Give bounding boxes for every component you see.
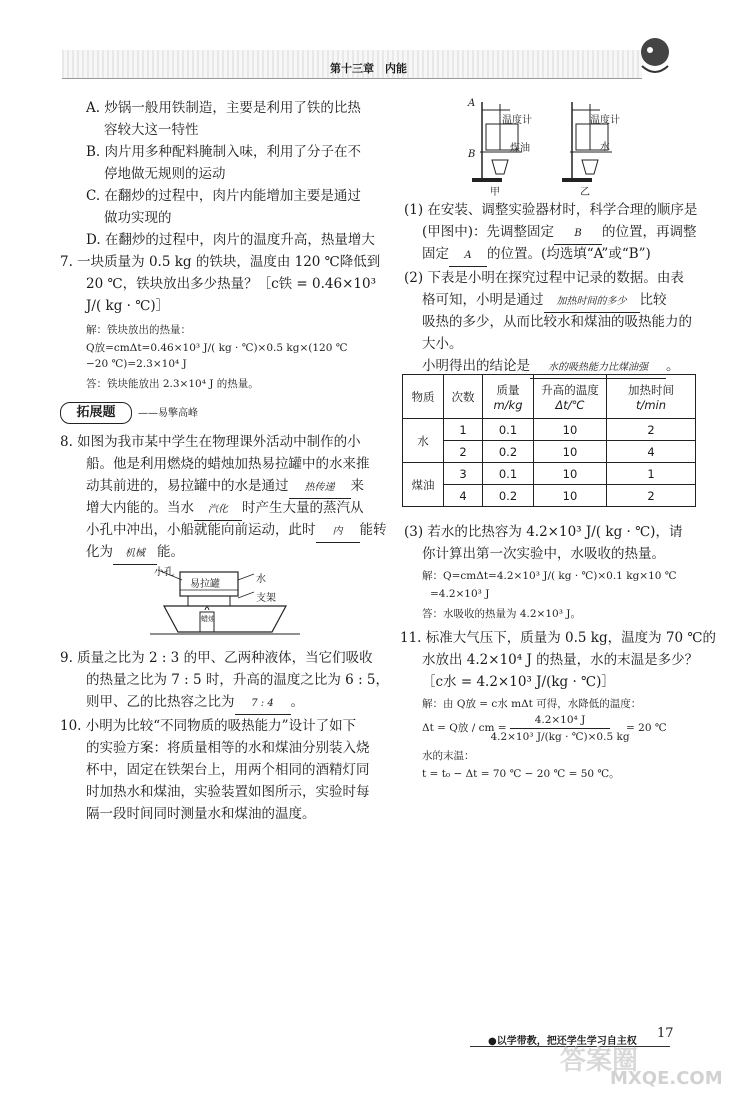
q10-blank-a: A [449, 245, 487, 267]
section-subtitle: ——易擎高峰 [138, 408, 198, 419]
q8-blank-internal: 内 [316, 521, 360, 543]
q10-p3-answer1: 解：Q=cmΔt=4.2×10³ J/( kg · ℃)×0.1 kg×10 ℃ [422, 570, 677, 582]
q11-answer2-left: Δt = Q放 / cm = [422, 722, 507, 734]
q10-p1-line1: (1) 在安装、调整实验器材时，科学合理的顺序是 [404, 202, 698, 218]
fig-label-water-2: 水 [600, 142, 610, 153]
table-row [403, 419, 696, 441]
q10-p1-line2-text-b: 的位置，再调整 [602, 224, 697, 240]
q8-line4 [86, 498, 364, 521]
th-temp-label: 升高的温度 [541, 382, 599, 397]
q6-option-c-line1: C. 在翻炒的过程中，肉片内能增加主要是通过 [86, 188, 361, 204]
q10-p2-line1: (2) 下表是小明在探究过程中记录的数据。由表 [404, 270, 684, 286]
q6-option-b-line1: B. 肉片用多种配料腌制入味，利用了分子在不 [86, 144, 362, 160]
q8-line5-text-a: 小孔中冲出，小船就能向前运动，此时 [86, 522, 316, 538]
fig-label-hole: 小孔 [154, 567, 174, 578]
fig-label-stand: 支架 [256, 593, 276, 604]
q6-option-d: D. 在翻炒的过程中，肉片的温度升高，热量增大 [86, 232, 375, 248]
q10-p1-line3-text-a: 固定 [422, 246, 449, 262]
cell: 0.2 [483, 485, 534, 507]
q7-answer1: 解：铁块放出的热量： [86, 324, 191, 336]
footer-slogan: ●以学带教，把还学生学习自主权 [488, 1036, 637, 1047]
mascot-logo [630, 30, 680, 80]
th-temp [534, 375, 607, 419]
q10-p1-line3-text-b: 的位置。(均选填“A”或“B”) [487, 246, 651, 262]
q10-blank-conclusion: 水的吸热能力比煤油强 [530, 357, 666, 379]
table-row [403, 485, 696, 507]
q11-line1: 11. 标准大气压下，质量为 0.5 kg，温度为 70 ℃的 [400, 630, 716, 646]
q10-p2-line2-text-b: 比较 [639, 292, 667, 308]
q9-line3-text-a: 则甲、乙的比热容之比为 [86, 694, 235, 710]
q7-answer4: 答：铁块能放出 2.3×10⁴ J 的热量。 [86, 378, 259, 390]
cell: 0.2 [483, 441, 534, 463]
q11-answer4: t = t₀ − Δt = 70 ℃ − 20 ℃ = 50 ℃。 [422, 768, 620, 780]
fig-label-thermometer-2: 温度计 [590, 115, 620, 126]
q10-p1-line2-text-a: (甲图中)：先调整固定 [422, 224, 555, 240]
fig-label-can: 易拉罐 [190, 579, 220, 590]
q11-answer3: 水的末温： [422, 750, 475, 762]
q10-p2-line2 [422, 290, 667, 313]
th-temp-unit: Δt/℃ [555, 397, 585, 412]
th-time-label: 加热时间 [628, 382, 674, 397]
table-row [403, 441, 696, 463]
q7-answer3: −20 ℃)=2.3×10⁴ J [86, 358, 187, 370]
q6-option-a-line2: 容较大这一特性 [104, 122, 199, 138]
section-extension [60, 402, 220, 424]
q10-p2-line3: 吸热的多少，从而比较水和煤油的吸热能力的 [422, 314, 692, 330]
th-mass-unit: m/kg [493, 397, 523, 412]
cell: 10 [534, 441, 607, 463]
fig-label-a: A [468, 98, 476, 109]
q6-option-c-line2: 做功实现的 [104, 210, 172, 226]
th-time-unit: t/min [635, 397, 667, 412]
fig-label-thermometer-1: 温度计 [502, 115, 532, 126]
fig-label-jia: 甲 [490, 187, 500, 198]
q10-line1: 10. 小明为比较“不同物质的吸热能力”设计了如下 [60, 718, 357, 734]
page-number: 17 [657, 1026, 674, 1041]
q6-option-b-line2: 停地做无规则的运动 [104, 166, 226, 182]
q9-line1: 9. 质量之比为 2 : 3 的甲、乙两种液体，当它们吸收 [60, 650, 373, 666]
q10-p3-line2: 你计算出第一次实验中，水吸收的热量。 [422, 546, 665, 562]
cell: 1 [444, 419, 483, 441]
cell: 3 [444, 463, 483, 485]
q10-p2-line4: 大小。 [422, 336, 463, 352]
cell-kerosene: 煤油 [403, 463, 444, 507]
cell: 10 [534, 485, 607, 507]
q11-answer2-numerator: 4.2×10⁴ J [510, 712, 610, 729]
q10-line3: 杯中，固定在铁架台上，用两个相同的酒精灯同 [86, 762, 370, 778]
q8-line4-text-a: 增大内能的。当水 [86, 500, 194, 516]
q10-line2: 的实验方案：将质量相等的水和煤油分别装入烧 [86, 740, 370, 756]
q10-p3-line1: (3) 若水的比热容为 4.2×10³ J/( kg · ℃)，请 [404, 524, 683, 540]
q7-line2: 20 ℃，铁块放出多少热量？［c铁 = 0.46×10³ [86, 276, 376, 292]
th-time [607, 375, 696, 419]
q8-line3-text-b: 来 [350, 478, 364, 494]
cell: 0.1 [483, 419, 534, 441]
q8-line2: 船。他是利用燃烧的蜡烛加热易拉罐中的水来推 [86, 456, 370, 472]
experiment-table [402, 374, 696, 507]
q11-line2: 水放出 4.2×10⁴ J 的热量，水的末温是多少？ [422, 652, 699, 668]
chapter-title: 第十三章 内能 [330, 62, 407, 75]
q10-line5: 隔一段时间同时测量水和煤油的温度。 [86, 806, 316, 822]
q7-line1: 7. 一块质量为 0.5 kg 的铁块，温度由 120 ℃降低到 [60, 254, 381, 270]
cell: 4 [607, 441, 696, 463]
q9-line3 [86, 692, 304, 715]
q8-blank-vaporize: 汽化 [194, 499, 242, 521]
q6-option-a-line1: A. 炒锅一般用铁制造，主要是利用了铁的比热 [86, 100, 361, 116]
q10-p2-line5-text-a: 小明得出的结论是 [422, 358, 530, 374]
q10-p1-line3 [422, 244, 651, 267]
q11-answer2-right: = 20 ℃ [626, 722, 667, 734]
fig-label-kerosene: 煤油 [510, 143, 530, 154]
th-count: 次数 [444, 375, 483, 419]
fig-label-water: 水 [256, 574, 266, 585]
th-material: 物质 [403, 375, 444, 419]
section-title: 拓展题 [60, 402, 132, 424]
q10-line4: 时加热水和煤油，实验装置如图所示，实验时每 [86, 784, 370, 800]
q8-line5 [86, 520, 387, 543]
q11-answer1: 解：由 Q放 = c水 mΔt 可得，水降低的温度： [422, 698, 642, 710]
cell: 4 [444, 485, 483, 507]
cell: 2 [607, 419, 696, 441]
q9-blank-ratio: 7 : 4 [235, 693, 291, 715]
table-row [403, 463, 696, 485]
fig-label-yi: 乙 [580, 187, 590, 198]
q8-line3 [86, 476, 364, 499]
q8-line6-text-a: 化为 [86, 544, 113, 560]
q10-p2-line2-text-a: 格可知，小明是通过 [422, 292, 544, 308]
q8-line5-text-b: 能转 [359, 522, 387, 538]
q9-line2: 的热量之比为 7 : 5 时，升高的温度之比为 6 : 5， [86, 672, 389, 688]
q8-line6-text-b: 能。 [157, 544, 184, 560]
q8-blank-mechanical: 机械 [113, 543, 157, 565]
watermark-text: 答案圈 [560, 1046, 639, 1076]
fig-label-b: B [468, 149, 476, 160]
cell: 1 [607, 463, 696, 485]
q8-blank-heat-transfer: 热传递 [289, 477, 351, 499]
q10-p1-line2 [422, 222, 697, 245]
fig-label-candle: 蜡烛 [201, 615, 215, 623]
q10-p3-answer2: =4.2×10³ J [430, 588, 490, 600]
q11-answer2-denominator: 4.2×10³ J/(kg · ℃)×0.5 kg [490, 731, 630, 743]
th-mass-label: 质量 [496, 382, 520, 397]
q7-line3: J/( kg · ℃)］ [86, 298, 170, 314]
q9-line3-text-b: 。 [290, 694, 304, 710]
q10-p2-line5-text-b: 。 [666, 358, 680, 374]
cell: 2 [444, 441, 483, 463]
q10-p3-answer3: 答：水吸收的热量为 4.2×10³ J。 [422, 608, 581, 620]
cell: 0.1 [483, 463, 534, 485]
watermark-url: MXQE.COM [610, 1068, 723, 1089]
q8-line1: 8. 如图为我市某中学生在物理课外活动中制作的小 [60, 434, 361, 450]
cell: 2 [607, 485, 696, 507]
q10-blank-b: B [554, 223, 602, 245]
q11-line3: ［c水 = 4.2×10³ J/(kg · ℃)］ [422, 674, 615, 690]
cell: 10 [534, 419, 607, 441]
cell: 10 [534, 463, 607, 485]
th-mass [483, 375, 534, 419]
q8-line3-text-a: 动其前进的，易拉罐中的水是通过 [86, 478, 289, 494]
q10-blank-heating-time: 加热时间的多少 [544, 291, 640, 313]
cell-water: 水 [403, 419, 444, 463]
q7-answer2: Q放=cmΔt=0.46×10³ J/( kg · ℃)×0.5 kg×(120 ℃ [86, 342, 348, 354]
q8-line4-text-b: 时产生大量的蒸汽从 [242, 500, 364, 516]
